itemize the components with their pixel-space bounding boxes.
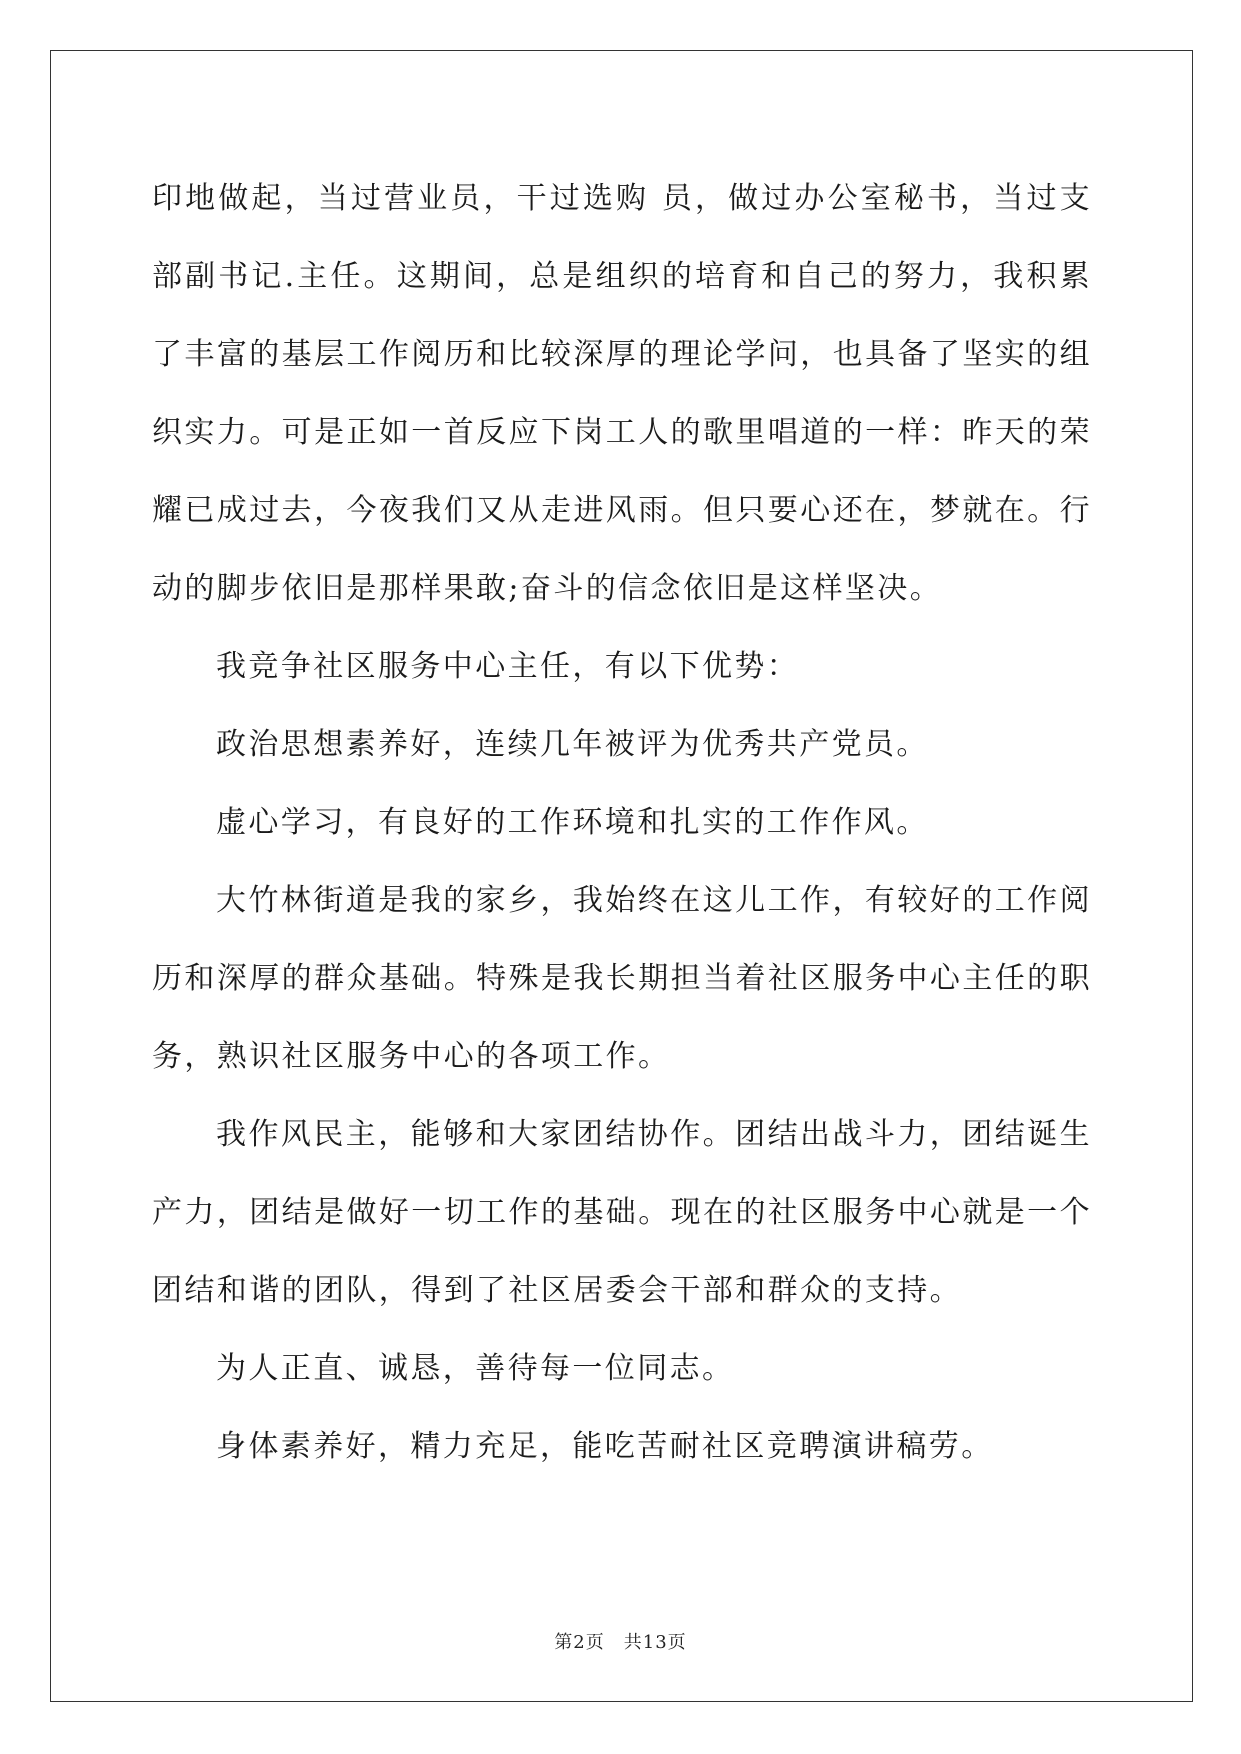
paragraph-6: 我作风民主，能够和大家团结协作。团结出战斗力，团结诞生产力，团结是做好一切工作的基础。现在的社区服务中心就是一个团结和谐的团队，得到了社区居委会干部和群众的支持。 xyxy=(152,1117,1092,1308)
paragraph-8: 身体素养好，精力充足，能吃苦耐社区竞聘演讲稿劳。 xyxy=(216,1429,994,1464)
paragraph-2: 我竞争社区服务中心主任，有以下优势： xyxy=(216,649,800,684)
document-body xyxy=(152,160,1092,1486)
paragraph-1: 印地做起，当过营业员，干过选购 员，做过办公室秘书，当过支部副书记.主任。这期间，总是组织的培育和自己的努力，我积累了丰富的基层工作阅历和比较深厚的理论学问，也具备了坚实的组织实力。可是正如一首反应下岗工人的歌里唱道的一样：昨天的荣耀已成过去，今夜我们又从走进风雨。但只要心还在，梦就在。行动的脚步依旧是那样果敢;奋斗的信念依旧是这样坚决。 xyxy=(152,181,1092,606)
paragraph-4: 虚心学习，有良好的工作环境和扎实的工作作风。 xyxy=(216,805,929,840)
paragraph-5: 大竹林街道是我的家乡，我始终在这儿工作，有较好的工作阅历和深厚的群众基础。特殊是我长期担当着社区服务中心主任的职务，熟识社区服务中心的各项工作。 xyxy=(152,883,1092,1074)
paragraph-7: 为人正直、诚恳，善待每一位同志。 xyxy=(216,1351,735,1386)
page-number-footer: 第2页 共13页 xyxy=(554,1632,687,1653)
paragraph-3: 政治思想素养好，连续几年被评为优秀共产党员。 xyxy=(216,727,929,762)
